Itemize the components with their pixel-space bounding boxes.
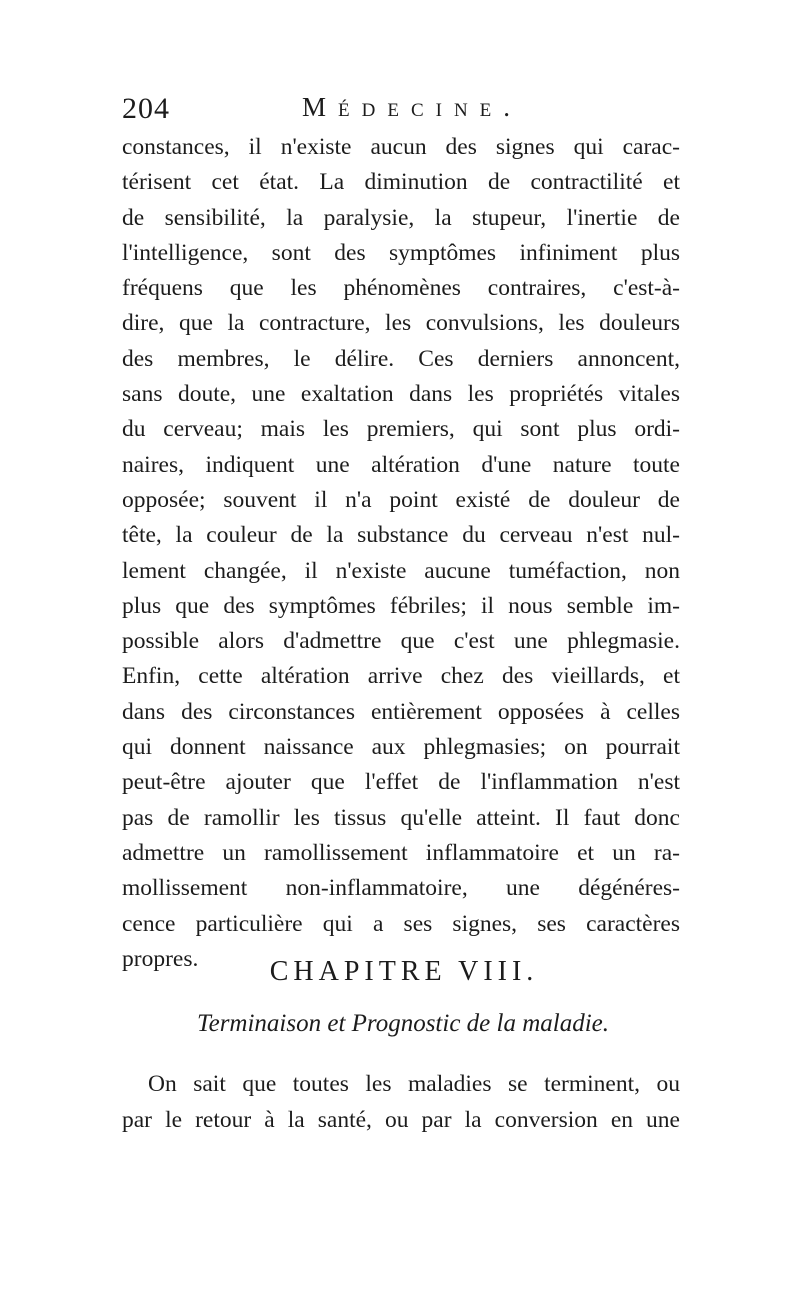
text-line: l'intelligence, sont des symptômes infiniment plus [122, 239, 680, 266]
running-head: Médecine. [302, 92, 523, 122]
text-line: tête, la couleur de la substance du cerveau n'est nul- [122, 522, 680, 549]
text-line: On sait que toutes les maladies se terminent, ou [148, 1071, 680, 1097]
chapter-title: CHAPITRE VIII. [269, 956, 539, 987]
text-line: par le retour à la santé, ou par la conversion en une [122, 1107, 680, 1133]
text-line: lement changée, il n'existe aucune tuméfaction, non [122, 557, 680, 584]
text-line: constances, il n'existe aucun des signes qui carac- [122, 134, 680, 160]
text-line: qui donnent naissance aux phlegmasies; on pourrait [122, 734, 680, 761]
chapter-subtitle: Terminaison et Prognostic de la maladie. [196, 1010, 610, 1037]
body-paragraph [122, 130, 680, 977]
text-line: mollissement non-inflammatoire, une dégénéres- [122, 875, 680, 902]
text-line: admettre un ramollissement inflammatoire et un ra- [122, 839, 680, 866]
text-line: plus que des symptômes fébriles; il nous semble im- [122, 592, 680, 619]
text-line: térisent cet état. La diminution de contractilité et [122, 169, 680, 196]
text-line: opposée; souvent il n'a point existé de douleur de [122, 486, 680, 513]
text-line: de sensibilité, la paralysie, la stupeur, l'inertie de [122, 204, 680, 231]
text-line: possible alors d'admettre que c'est une phlegmasie. [122, 628, 680, 655]
text-line: pas de ramollir les tissus qu'elle atteint. Il faut donc [122, 804, 680, 831]
text-line: dans des circonstances entièrement opposées à celles [122, 698, 680, 725]
text-line: Enfin, cette altération arrive chez des vieillards, et [122, 663, 680, 690]
text-line: naires, indiquent une altération d'une nature toute [122, 451, 680, 478]
text-line: du cerveau; mais les premiers, qui sont plus ordi- [122, 416, 680, 443]
page-number: 204 [122, 92, 170, 125]
text-line: peut-être ajouter que l'effet de l'inflammation n'est [122, 769, 680, 796]
text-line: cence particulière qui a ses signes, ses caractères [122, 910, 680, 937]
text-line: propres. [122, 945, 199, 972]
text-line: des membres, le délire. Ces derniers annoncent, [122, 345, 680, 372]
chapter-opening-paragraph [122, 1066, 680, 1138]
page-header [122, 92, 682, 132]
text-line: sans doute, une exaltation dans les propriétés vitales [122, 381, 680, 408]
text-line: fréquens que les phénomènes contraires, c'est-à- [122, 275, 680, 302]
text-line: dire, que la contracture, les convulsions, les douleurs [122, 310, 680, 337]
